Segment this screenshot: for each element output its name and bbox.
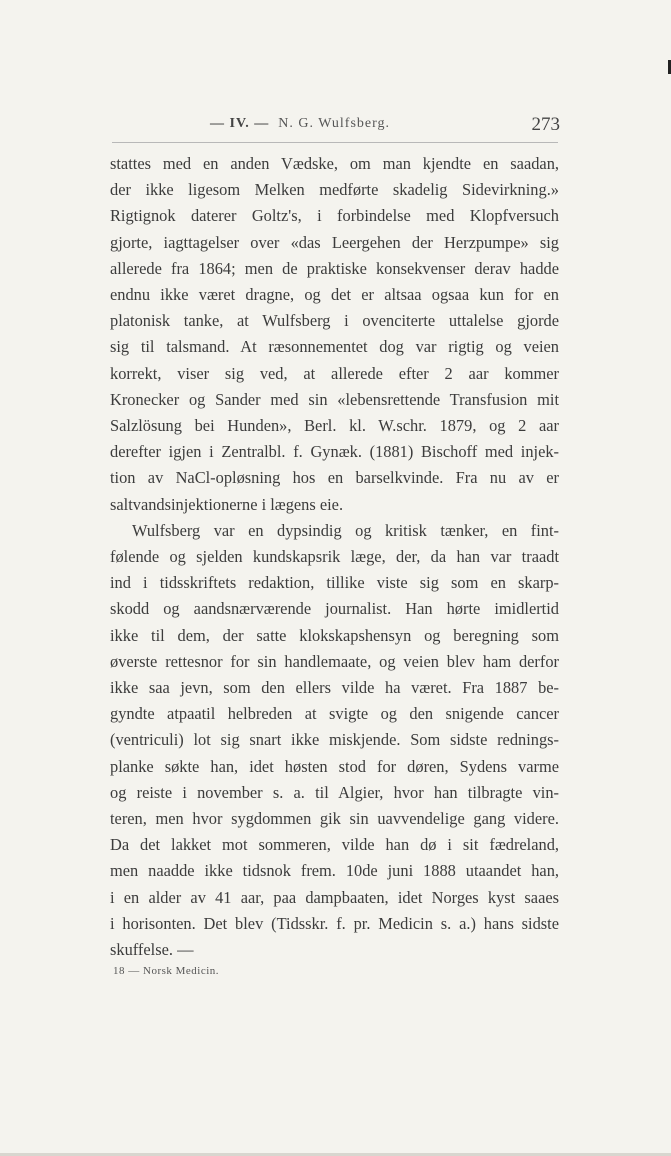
header-rule	[112, 142, 558, 143]
text-line: og reiste i november s. a. til Algier, hvor han tilbragte vin-	[110, 782, 559, 802]
body-text	[110, 151, 559, 963]
text-line: Salzlösung bei Hunden», Berl. kl. W.schr. 1879, og 2 aar	[110, 416, 559, 436]
text-line: stattes med en anden Vædske, om man kjendte en saadan,	[110, 154, 559, 173]
text-line: skuffelse. —	[110, 940, 194, 960]
chapter-marker: — IV. —	[210, 116, 270, 131]
text-line: der ikke ligesom Melken medførte skadelig Sidevirkning.»	[110, 180, 559, 200]
text-line: gjorte, iagttagelser over «das Leergehen der Herzpumpe» sig	[110, 232, 559, 252]
author-name: N. G. Wulfsberg.	[278, 116, 391, 131]
text-line: endnu ikke været dragne, og det er altsaa ogsaa kun for en	[110, 285, 559, 305]
text-line: Rigtignok daterer Goltz's, i forbindelse med Klopfversuch	[110, 206, 559, 226]
text-line: Kronecker og Sander med sin «lebensrettende Transfusion mit	[110, 389, 559, 409]
text-line: ikke saa jevn, som den ellers vilde ha været. Fra 1887 be-	[110, 678, 559, 698]
text-line: Da det lakket mot sommeren, vilde han dø i sit fædreland,	[110, 835, 559, 855]
text-line: ind i tidsskriftets redaktion, tillike viste sig som en skarp-	[110, 573, 559, 593]
text-line: (ventriculi) lot sig snart ikke miskjende. Som sidste rednings-	[110, 730, 559, 750]
text-line: Wulfsberg var en dypsindig og kritisk tænker, en fint-	[132, 520, 559, 540]
text-line: derefter igjen i Zentralbl. f. Gynæk. (1881) Bischoff med injek-	[110, 442, 559, 462]
text-line: ikke til dem, der satte klokskapshensyn og beregning som	[110, 625, 559, 645]
text-line: saltvandsinjektionerne i lægens eie.	[110, 494, 344, 514]
text-line: skodd og aandsnærværende journalist. Han hørte imidlertid	[110, 599, 559, 619]
text-line: øverste rettesnor for sin handlemaate, og veien blev ham derfor	[110, 651, 559, 671]
text-line: følende og sjelden kundskapsrik læge, der, da han var traadt	[110, 547, 559, 567]
text-line: tion av NaCl-opløsning hos en barselkvinde. Fra nu av er	[110, 468, 559, 488]
text-line: platonisk tanke, at Wulfsberg i ovenciterte uttalelse gjorde	[110, 311, 559, 331]
running-head-title	[210, 116, 390, 132]
signature-footnote: 18 — Norsk Medicin.	[113, 965, 220, 977]
page-number: 273	[531, 114, 560, 135]
text-line: sig til talsmand. At ræsonnementet dog var rigtig og veien	[110, 337, 559, 357]
text-line: teren, men hvor sygdommen gik sin uavvendelige gang videre.	[110, 809, 559, 829]
text-line: men naadde ikke tidsnok frem. 10de juni 1888 utaandet han,	[110, 861, 559, 881]
text-line: gyndte atpaatil helbreden at svigte og den snigende cancer	[110, 704, 559, 724]
text-line: korrekt, viser sig ved, at allerede efter 2 aar kommer	[110, 363, 559, 383]
running-head	[110, 112, 560, 138]
text-line: i horisonten. Det blev (Tidsskr. f. pr. Medicin s. a.) hans sidste	[110, 913, 559, 933]
text-line: i en alder av 41 aar, paa dampbaaten, idet Norges kyst saaes	[110, 887, 559, 907]
text-line: allerede fra 1864; men de praktiske konsekvenser derav hadde	[110, 258, 559, 278]
text-line: planke søkte han, idet høsten stod for døren, Sydens varme	[110, 756, 559, 776]
